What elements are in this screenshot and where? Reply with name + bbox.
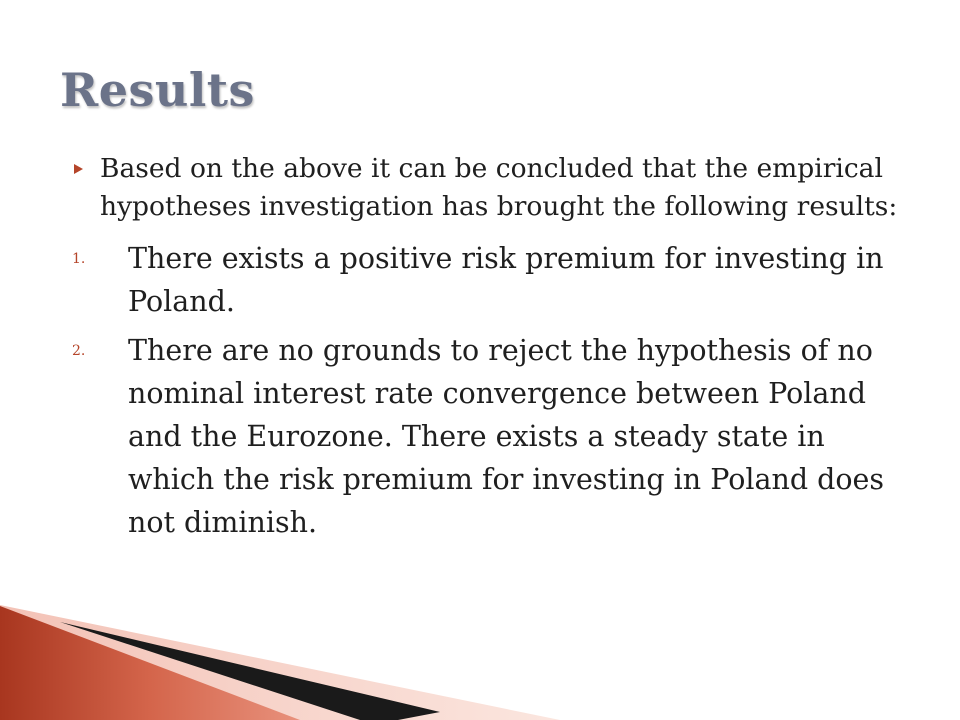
intro-text: Based on the above it can be concluded that the empirical hypotheses investigation has brought the following results: [100,153,898,222]
intro-bullet [60,150,900,225]
item-number: 1. [72,251,86,267]
item-text: There are no grounds to reject the hypothesis of no nominal interest rate convergence between Poland and the Eurozone. There exists a steady state in which the risk premium for investing in Poland does not diminish. [128,334,885,539]
slide-title: Results [60,63,255,117]
arrow-bullet-icon [74,164,83,174]
item-number: 2. [72,343,86,359]
numbered-item-2 [60,329,900,544]
numbered-item-1 [60,237,900,323]
slide-content [60,150,900,550]
item-text: There exists a positive risk premium for investing in Poland. [128,242,884,318]
